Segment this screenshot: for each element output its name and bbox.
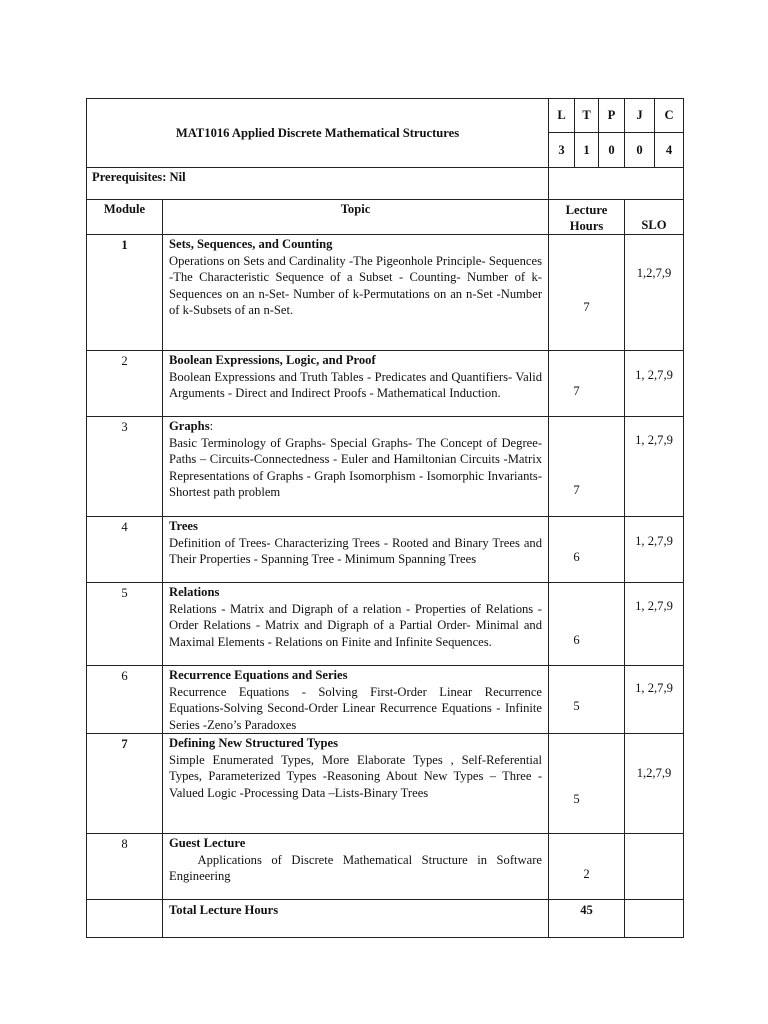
slo-value: 1,2,7,9 (625, 235, 684, 351)
col-header-slo: SLO (625, 200, 684, 235)
table-row (87, 235, 684, 351)
ltpjc-value-l: 3 (549, 133, 575, 168)
table-row (87, 834, 684, 900)
topic-cell (163, 351, 549, 417)
slo-value: 1, 2,7,9 (625, 351, 684, 417)
topic-title-wrap (169, 418, 542, 435)
module-number: 5 (87, 583, 163, 666)
topic-description: Boolean Expressions and Truth Tables - Predicates and Quantifiers- Valid Arguments - Direct and Indirect Proofs - Mathematical Induction. (169, 369, 543, 400)
lecture-hours: 5 (549, 734, 625, 834)
slo-value: 1, 2,7,9 (625, 417, 684, 517)
slo-value: 1,2,7,9 (625, 734, 684, 834)
topic-description: Definition of Trees- Characterizing Trees - Rooted and Binary Trees and Their Properties - Spanning Tree - Minimum Spanning Trees (169, 535, 543, 566)
topic-cell (163, 734, 549, 834)
topic-cell (163, 235, 549, 351)
table-row (87, 666, 684, 734)
topic-cell (163, 834, 549, 900)
topic-title: Defining New Structured Types (169, 736, 338, 750)
ltpjc-label-t: T (575, 99, 599, 133)
lecture-hours: 5 (549, 666, 625, 734)
syllabus-table (86, 98, 684, 938)
prerequisites: Prerequisites: Nil (87, 168, 549, 200)
topic-description: Recurrence Equations - Solving First-Order Linear Recurrence Equations-Solving Second-Order Linear Recurrence Equations - Infinite Series -Zeno’s Paradoxes (169, 684, 543, 732)
topic-description: Basic Terminology of Graphs- Special Graphs- The Concept of Degree- Paths – Circuits-Connectedness - Euler and Hamiltonian Circuits -Matrix Representations of Graphs - Graph Isomorphism - Isomorphic Invariants- Shortest path problem (169, 435, 543, 499)
topic-cell (163, 666, 549, 734)
course-title: MAT1016 Applied Discrete Mathematical Structures (87, 99, 549, 168)
slo-value: 1, 2,7,9 (625, 666, 684, 734)
table-row (87, 517, 684, 583)
lecture-hours: 6 (549, 583, 625, 666)
total-blank (87, 900, 163, 938)
topic-cell (163, 517, 549, 583)
table-row (87, 583, 684, 666)
topic-title: Graphs (169, 419, 210, 433)
slo-value: 1, 2,7,9 (625, 517, 684, 583)
table-row (87, 351, 684, 417)
total-hours: 45 (549, 900, 625, 938)
topic-title: Trees (169, 519, 198, 533)
slo-value (625, 834, 684, 900)
topic-title: Sets, Sequences, and Counting (169, 237, 333, 251)
col-header-module: Module (87, 200, 163, 235)
table-row (87, 417, 684, 517)
topic-title-suffix: : (209, 419, 214, 433)
topic-description: Relations - Matrix and Digraph of a relation - Properties of Relations - Order Relations - Matrix and Digraph of a Partial Order- Minimal and Maximal Elements - Relations on Finite and Infinite Sequences. (169, 601, 543, 649)
module-number: 3 (87, 417, 163, 517)
total-label: Total Lecture Hours (163, 900, 549, 938)
col-header-hours-line2: Hours (569, 219, 604, 233)
lecture-hours: 7 (549, 351, 625, 417)
topic-cell (163, 583, 549, 666)
topic-title: Guest Lecture (169, 836, 246, 850)
slo-value: 1, 2,7,9 (625, 583, 684, 666)
prerequisites-blank (549, 168, 684, 200)
ltpjc-label-p: P (599, 99, 625, 133)
total-slo-blank (625, 900, 684, 938)
table-row (87, 734, 684, 834)
module-number: 6 (87, 666, 163, 734)
total-row (87, 900, 684, 938)
ltpjc-label-l: L (549, 99, 575, 133)
topic-description: Simple Enumerated Types, More Elaborate Types , Self-Referential Types, Parameterized Types -Reasoning About New Types – Three -Valued Logic -Processing Data –Lists-Binary Trees (169, 752, 543, 800)
ltpjc-value-j: 0 (625, 133, 655, 168)
topic-description: Operations on Sets and Cardinality -The Pigeonhole Principle- Sequences -The Characteristic Sequence of a Subset - Counting- Number of k-Sequences on an n-Set- Number of k-Permutations on an n-Set -Number of k-Subsets of an n-Set. (169, 253, 543, 317)
ltpjc-label-c: C (655, 99, 684, 133)
module-number: 1 (87, 235, 163, 351)
col-header-topic: Topic (163, 200, 549, 235)
ltpjc-value-t: 1 (575, 133, 599, 168)
lecture-hours: 6 (549, 517, 625, 583)
module-number: 4 (87, 517, 163, 583)
topic-title: Relations (169, 585, 220, 599)
topic-cell (163, 417, 549, 517)
col-header-hours-line1: Lecture (565, 203, 608, 217)
lecture-hours: 7 (549, 417, 625, 517)
lecture-hours: 7 (549, 235, 625, 351)
ltpjc-value-p: 0 (599, 133, 625, 168)
ltpjc-value-c: 4 (655, 133, 684, 168)
topic-title: Boolean Expressions, Logic, and Proof (169, 353, 376, 367)
module-number: 8 (87, 834, 163, 900)
ltpjc-label-j: J (625, 99, 655, 133)
module-number: 7 (87, 734, 163, 834)
module-number: 2 (87, 351, 163, 417)
topic-title: Recurrence Equations and Series (169, 668, 348, 682)
topic-description: Applications of Discrete Mathematical Structure in Software Engineering (169, 852, 546, 883)
lecture-hours: 2 (549, 834, 625, 900)
col-header-hours (549, 200, 625, 235)
